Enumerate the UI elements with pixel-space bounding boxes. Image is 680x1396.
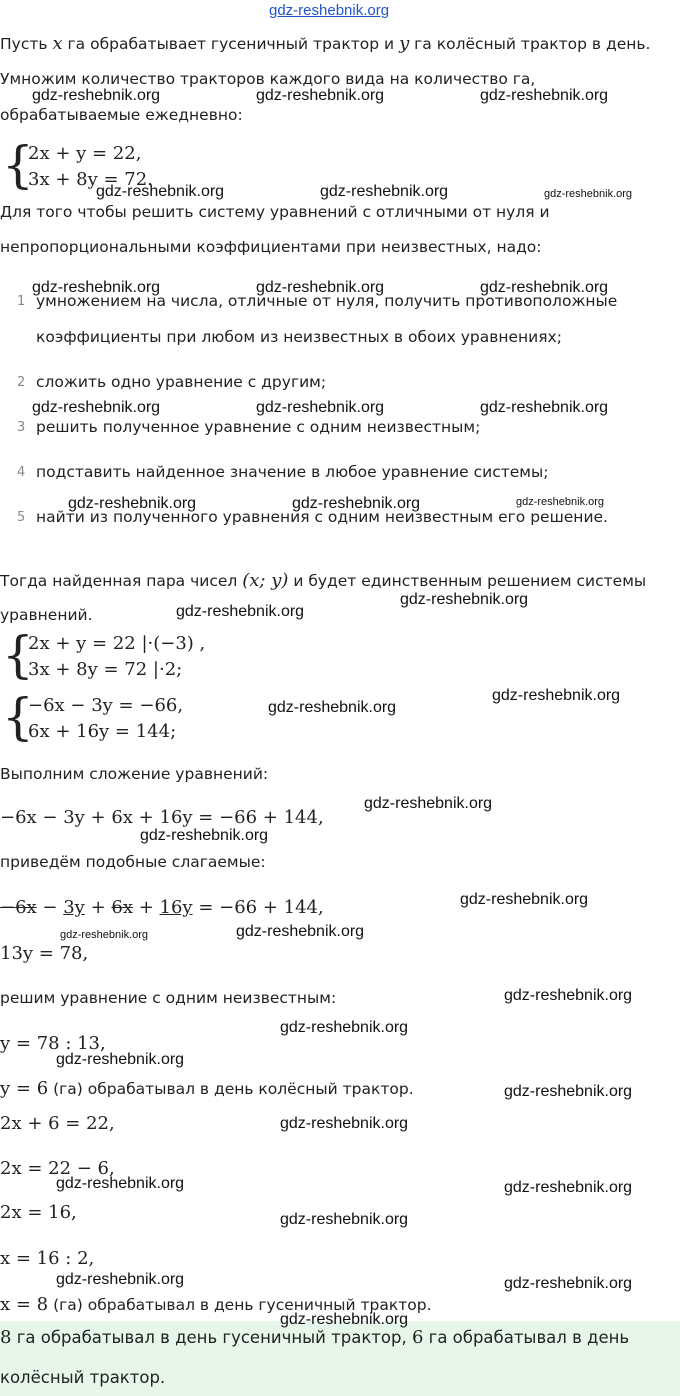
watermark: gdz-reshebnik.org [60,929,149,941]
underlined-term: 16y [159,897,193,918]
watermark: gdz-reshebnik.org [280,1019,409,1036]
eq-x1: 2x + 6 = 22, [0,1113,115,1134]
watermark: gdz-reshebnik.org [56,1271,185,1288]
step-number: 2 [17,375,26,390]
watermark: gdz-reshebnik.org [32,87,161,104]
answer-text: га обрабатывал в день [423,1328,630,1347]
watermark: gdz-reshebnik.org [280,1115,409,1132]
then-line2: уравнений. [0,606,93,624]
eq-x5-text: (га) обрабатывал в день гусеничный трактор. [48,1296,432,1314]
watermark: gdz-reshebnik.org [504,1275,633,1292]
watermark: gdz-reshebnik.org [96,183,225,200]
watermark: gdz-reshebnik.org [32,399,161,416]
eq-x4: x = 16 : 2, [0,1248,95,1269]
var-y: y [399,33,410,54]
step-1-line1: умножением на числа, отличные от нуля, получить противоположные [36,292,618,310]
similar-label: приведём подобные слагаемые: [0,853,266,871]
watermark: gdz-reshebnik.org [480,399,609,416]
watermark: gdz-reshebnik.org [460,891,589,908]
site-title-link[interactable]: gdz-reshebnik.org [269,2,390,19]
intro-paragraph-1 [0,33,650,54]
answer-box [0,1321,680,1396]
system2-eq2: 3x + 8y = 72 |·2; [28,659,183,680]
answer-line1 [0,1327,629,1348]
step-1-line2: коэффициенты при любом из неизвестных в обоих уравнениях; [36,328,562,346]
method-intro-line2: непропорциональными коэффициентами при неизвестных, надо: [0,238,542,256]
add-equation: −6x − 3y + 6x + 16y = −66 + 144, [0,807,324,828]
then-text: Тогда найденная пара чисел [0,572,243,590]
system-brace: { [2,136,34,194]
watermark: gdz-reshebnik.org [504,1083,633,1100]
watermark: gdz-reshebnik.org [56,1051,185,1068]
intro-paragraph-2-line2: обрабатываемые ежедневно: [0,106,243,124]
intro-text: га обрабатывает гусеничный трактор и [62,35,400,53]
step-number: 4 [17,465,26,480]
eq-x3: 2x = 16, [0,1202,77,1223]
var-x: x [52,33,63,54]
watermark: gdz-reshebnik.org [280,1211,409,1228]
then-text: и будет единственным решением системы [288,572,647,590]
operator: − [36,897,64,918]
watermark: gdz-reshebnik.org [320,183,449,200]
eq-y2-text: (га) обрабатывал в день колёсный трактор. [48,1080,414,1098]
intro-text: Пусть [0,35,53,53]
system3-eq2: 6x + 16y = 144; [28,721,177,742]
eq-13y: 13y = 78, [0,943,89,964]
answer-number: 6 [411,1327,424,1348]
watermark: gdz-reshebnik.org [364,795,493,812]
step-3: решить полученное уравнение с одним неизвестным; [36,418,481,436]
watermark: gdz-reshebnik.org [400,591,529,608]
watermark: gdz-reshebnik.org [480,87,609,104]
eq-y1: y = 78 : 13, [0,1033,106,1054]
step-4: подставить найденное значение в любое уравнение системы; [36,463,549,481]
step-number: 5 [17,510,26,525]
system1-eq1: 2x + y = 22, [28,143,142,164]
system2-eq1: 2x + y = 22 |·(−3) , [28,633,206,654]
solve-label: решим уравнение с одним неизвестным: [0,989,337,1007]
answer-number: 8 [0,1327,12,1348]
pair-xy: (x; y) [242,570,289,591]
equation-rest: = −66 + 144, [192,897,324,918]
watermark: gdz-reshebnik.org [504,1179,633,1196]
operator: + [132,897,160,918]
watermark: gdz-reshebnik.org [480,279,609,296]
watermark: gdz-reshebnik.org [236,923,365,940]
add-label: Выполним сложение уравнений: [0,765,269,783]
eq-y2 [0,1078,414,1099]
watermark: gdz-reshebnik.org [292,495,421,512]
cancelled-term: 6x [111,897,133,918]
underlined-term: 3y [63,897,85,918]
then-line1 [0,570,646,591]
step-number: 3 [17,420,26,435]
answer-text: га обрабатывал в день гусеничный трактор, [11,1328,412,1347]
similar-equation [0,897,324,918]
step-2: сложить одно уравнение с другим; [36,373,327,391]
watermark: gdz-reshebnik.org [256,87,385,104]
cancelled-term: −6x [0,897,37,918]
system1-eq2: 3x + 8y = 72. [28,169,153,190]
watermark: gdz-reshebnik.org [268,699,397,716]
step-number: 1 [17,294,26,309]
system3-eq1: −6x − 3y = −66, [28,695,184,716]
watermark: gdz-reshebnik.org [280,1311,409,1328]
eq-x5-math: x = 8 [0,1294,49,1315]
watermark: gdz-reshebnik.org [492,687,621,704]
watermark: gdz-reshebnik.org [516,496,605,508]
step-5: найти из полученного уравнения с одним неизвестным его решение. [36,508,608,526]
watermark: gdz-reshebnik.org [32,279,161,296]
operator: + [84,897,112,918]
watermark: gdz-reshebnik.org [256,279,385,296]
watermark: gdz-reshebnik.org [256,399,385,416]
watermark: gdz-reshebnik.org [544,188,633,200]
watermark: gdz-reshebnik.org [504,987,633,1004]
watermark: gdz-reshebnik.org [68,495,197,512]
answer-line2: колёсный трактор. [0,1368,166,1387]
system-brace: { [2,688,34,746]
eq-y2-math: y = 6 [0,1078,49,1099]
intro-text: га колёсный трактор в день. [409,35,651,53]
watermark: gdz-reshebnik.org [176,603,305,620]
watermark: gdz-reshebnik.org [140,827,269,844]
method-intro-line1: Для того чтобы решить систему уравнений с отличными от нуля и [0,203,550,221]
watermark: gdz-reshebnik.org [56,1175,185,1192]
intro-paragraph-2-line1: Умножим количество тракторов каждого вида на количество га, [0,70,536,88]
eq-x2: 2x = 22 − 6, [0,1158,115,1179]
system-brace: { [2,626,34,684]
